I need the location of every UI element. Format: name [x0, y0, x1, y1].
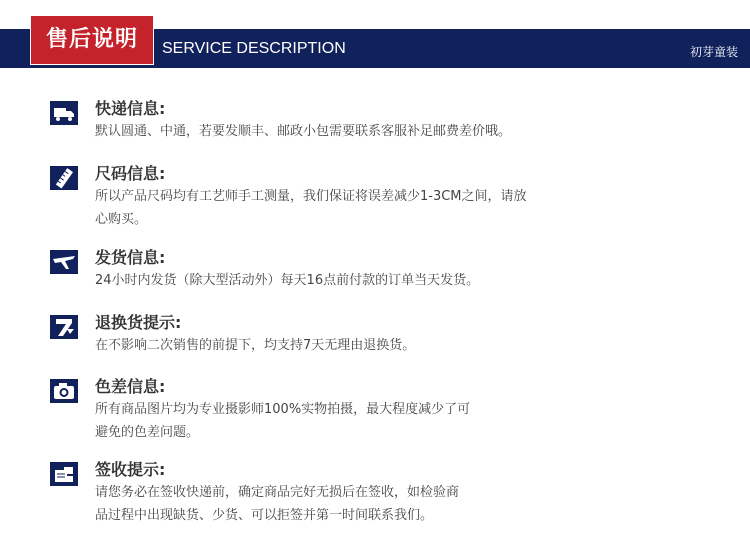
- item-text-line: 24小时内发货（除大型活动外）每天16点前付款的订单当天发货。: [95, 273, 480, 288]
- seven-icon: [50, 315, 78, 339]
- receipt-icon: [50, 462, 78, 486]
- item-text: [95, 334, 615, 357]
- item-text-line: 所以产品尺码均有工艺师手工测量，我们保证将误差减少1-3CM之间，请放: [95, 189, 527, 204]
- page-title: 售后说明: [45, 27, 138, 52]
- item-text: [95, 120, 615, 143]
- camera-icon: [50, 379, 78, 403]
- ruler-icon: [50, 166, 78, 190]
- item-text-line: 在不影响二次销售的前提下，均支持7天无理由退换货。: [95, 338, 416, 353]
- truck-icon: [50, 101, 78, 125]
- brand-name: 初芽童装: [689, 45, 738, 59]
- title-badge: [30, 15, 154, 65]
- item-title: 签收提示:: [95, 460, 166, 479]
- item-text: [95, 398, 615, 444]
- item-text-line: 默认圆通、中通，若要发顺丰、邮政小包需要联系客服补足邮费差价哦。: [95, 124, 512, 139]
- item-text-line: 请您务必在签收快递前，确定商品完好无损后在签收，如检验商: [95, 485, 460, 500]
- item-title: 尺码信息:: [95, 164, 166, 183]
- item-title: 退换货提示:: [95, 313, 182, 332]
- item-title: 发货信息:: [95, 248, 166, 267]
- item-text-line: 所有商品图片均为专业摄影师100%实物拍摄，最大程度减少了可: [95, 402, 471, 417]
- item-title: 色差信息:: [95, 377, 166, 396]
- item-text-line: 避免的色差问题。: [95, 425, 200, 440]
- item-text: [95, 269, 615, 292]
- page-subtitle: SERVICE DESCRIPTION: [162, 40, 346, 57]
- item-text: [95, 481, 615, 527]
- item-text-line: 品过程中出现缺货、少货、可以拒签并第一时间联系我们。: [95, 508, 434, 523]
- item-title: 快递信息:: [95, 99, 166, 118]
- item-text-line: 心购买。: [95, 212, 148, 227]
- airplane-icon: [50, 250, 78, 274]
- item-text: [95, 185, 615, 231]
